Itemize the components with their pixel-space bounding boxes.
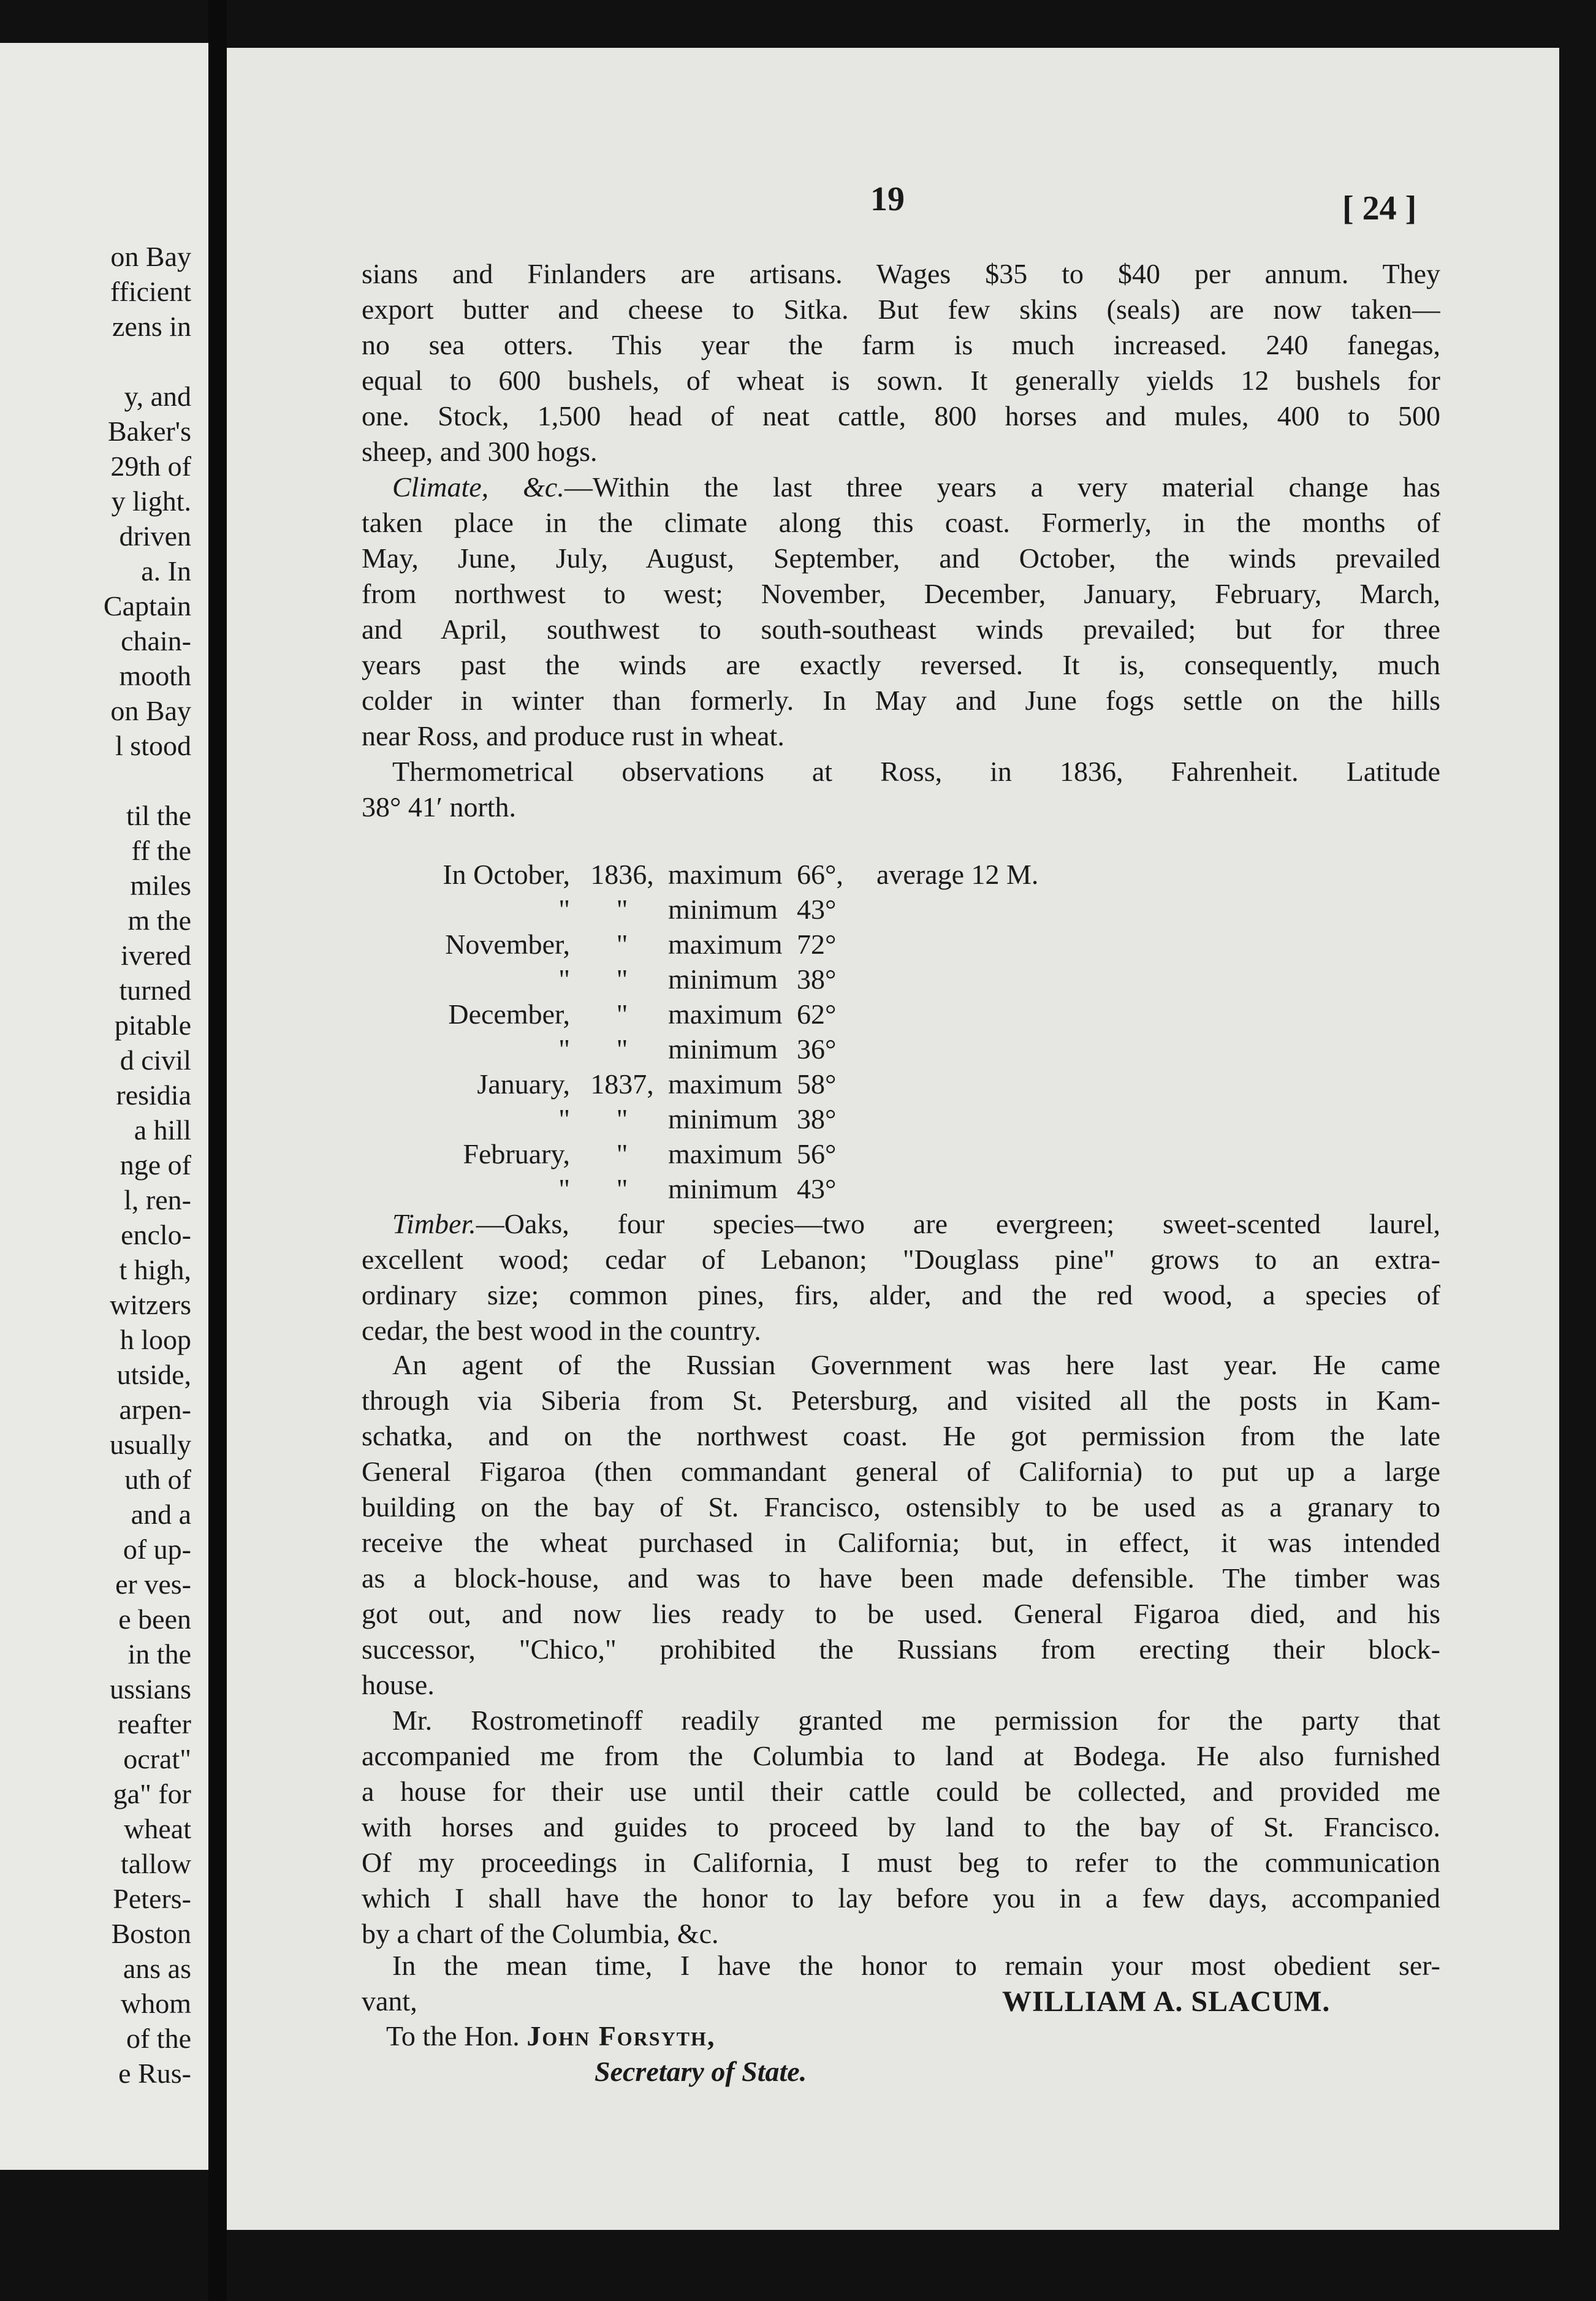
facing-page-line: ussians (110, 1673, 191, 1705)
facing-page-line: in the (127, 1638, 191, 1670)
paragraph-farm (362, 256, 1440, 470)
thermometer-year: 1836, (590, 859, 654, 890)
text-line: successor, "Chico," prohibited the Russians from erecting their block- (362, 1634, 1440, 1665)
thermometer-year: " (616, 964, 628, 995)
text-line: ordinary size; common pines, firs, alder, and the red wood, a species of (362, 1279, 1440, 1310)
text-line: An agent of the Russian Government was here last year. He came (392, 1349, 1440, 1380)
thermometer-kind: minimum (668, 1103, 778, 1135)
facing-page-line: fficient (110, 276, 191, 307)
thermometer-note (870, 1067, 1044, 1101)
facing-page-line: y light. (111, 485, 191, 517)
facing-page-line: er ves- (115, 1569, 191, 1600)
facing-page-line: e Rus- (118, 2058, 191, 2089)
text-line: Thermometrical observations at Ross, in 1836, Fahrenheit. Latitude (392, 756, 1440, 787)
text-line: receive the wheat purchased in California; but, in effect, it was intended (362, 1527, 1440, 1558)
thermometer-kind: maximum (668, 998, 783, 1030)
thermometer-kind: maximum (668, 929, 783, 960)
facing-page-line: ans as (123, 1953, 191, 1984)
text-line: sheep, and 300 hogs. (362, 436, 598, 467)
facing-page-line: and a (131, 1499, 191, 1530)
paragraph-russian-agent (362, 1347, 1440, 1703)
text-line: by a chart of the Columbia, &c. (362, 1918, 719, 1949)
facing-page-line: l stood (115, 730, 191, 761)
thermometer-kind: maximum (668, 1138, 783, 1170)
text-line: cedar, the best wood in the country. (362, 1315, 761, 1346)
page-reference: [ 24 ] (1342, 189, 1417, 227)
text-line: May, June, July, August, September, and October, the winds prevailed (362, 542, 1440, 574)
facing-page-line: l, ren- (124, 1184, 191, 1215)
facing-page-line: chain- (121, 625, 191, 656)
facing-page-line: 29th of (110, 451, 191, 482)
thermometer-month: " (558, 964, 570, 995)
thermometer-row (362, 892, 1044, 927)
text-line: house. (362, 1669, 435, 1700)
text-line: accompanied me from the Columbia to land at Bodega. He also furnished (362, 1740, 1440, 1771)
thermometer-table (362, 857, 1044, 1206)
paragraph-timber (362, 1206, 1440, 1348)
facing-page-line: usually (110, 1429, 191, 1460)
thermometer-kind: minimum (668, 1033, 778, 1065)
thermometer-year: " (616, 894, 628, 925)
thermometer-month: " (558, 1033, 570, 1065)
facing-page-line: miles (130, 870, 191, 901)
facing-page-line: zens in (112, 311, 191, 342)
thermometer-month: In October, (443, 859, 570, 890)
thermometer-kind: maximum (668, 1068, 783, 1100)
facing-page-line: on Bay (110, 695, 191, 726)
facing-page-line: residia (116, 1079, 191, 1111)
facing-page-line: Peters- (113, 1883, 191, 1914)
facing-page-line: witzers (110, 1289, 191, 1320)
facing-page-line: til the (126, 800, 191, 831)
text-line: In the mean time, I have the honor to remain your most obedient ser- (392, 1950, 1440, 1981)
thermometer-value: 58° (797, 1068, 837, 1100)
facing-page-line: ivered (121, 940, 191, 971)
facing-page-line: arpen- (119, 1394, 191, 1425)
thermometer-row (362, 997, 1044, 1032)
thermometer-value: 66°, (797, 859, 843, 890)
page-number: 19 (870, 180, 905, 218)
facing-page-line: wheat (124, 1813, 191, 1844)
facing-page-line: driven (119, 520, 191, 552)
thermometer-month: " (558, 1103, 570, 1135)
text-line: no sea otters. This year the farm is much increased. 240 fanegas, (362, 329, 1440, 360)
addressee-name: John Forsyth, (526, 2020, 716, 2052)
facing-page-line: pitable (114, 1010, 191, 1041)
thermometer-year: " (616, 998, 628, 1030)
thermometer-note (870, 927, 1044, 962)
text-line: schatka, and on the northwest coast. He got permission from the late (362, 1420, 1440, 1451)
facing-page-line: reafter (118, 1708, 191, 1740)
thermometer-note (870, 892, 1044, 927)
thermometer-value: 38° (797, 1103, 837, 1135)
facing-page-line: of up- (123, 1534, 191, 1565)
text-line: years past the winds are exactly reversed. It is, consequently, much (362, 649, 1440, 680)
thermometer-year: " (616, 1033, 628, 1065)
thermometer-month: " (558, 894, 570, 925)
facing-page-line: t high, (119, 1254, 191, 1285)
thermometer-value: 38° (797, 964, 837, 995)
facing-page-line: utside, (116, 1359, 191, 1390)
facing-page-line: ga" for (113, 1778, 191, 1809)
thermometer-note: average 12 M. (876, 859, 1039, 890)
signature: WILLIAM A. SLACUM. (1002, 1985, 1331, 2018)
thermometer-kind: minimum (668, 964, 778, 995)
text-line: near Ross, and produce rust in wheat. (362, 720, 785, 751)
climate-first-text: —Within the last three years a very material change has (564, 471, 1440, 503)
facing-page-line: whom (121, 1988, 191, 2019)
document-page (227, 48, 1559, 2230)
thermometer-year: " (616, 929, 628, 960)
text-line: which I shall have the honor to lay before you in a few days, accompanied (362, 1882, 1440, 1914)
facing-page-line: enclo- (121, 1219, 191, 1250)
thermometer-month: February, (463, 1138, 570, 1170)
text-line: sians and Finlanders are artisans. Wages $35 to $40 per annum. They (362, 258, 1440, 289)
text-line: through via Siberia from St. Petersburg, and visited all the posts in Kam- (362, 1385, 1440, 1416)
facing-page-line: uth of (124, 1464, 191, 1495)
facing-page-line: a hill (134, 1114, 191, 1146)
thermometer-kind: minimum (668, 1173, 778, 1204)
thermometer-note (870, 1136, 1044, 1171)
facing-page-line: of the (126, 2023, 191, 2054)
climate-heading: Climate, &c. (392, 471, 564, 503)
facing-page-line: e been (118, 1603, 191, 1635)
facing-page-line: on Bay (110, 241, 191, 272)
thermometer-value: 36° (797, 1033, 837, 1065)
thermometer-value: 43° (797, 1173, 837, 1204)
thermometer-row (362, 962, 1044, 997)
text-line: equal to 600 bushels, of wheat is sown. It generally yields 12 bushels for (362, 365, 1440, 396)
text-line: one. Stock, 1,500 head of neat cattle, 800 horses and mules, 400 to 500 (362, 400, 1440, 432)
book-gutter (208, 0, 227, 2301)
facing-page-fragment (0, 43, 208, 2170)
facing-page-line: d civil (120, 1044, 191, 1076)
facing-page-line: m the (127, 905, 191, 936)
facing-page-line: ff the (131, 835, 191, 866)
facing-page-line: mooth (119, 660, 191, 691)
thermometer-year: " (616, 1138, 628, 1170)
thermometer-row (362, 857, 1044, 892)
timber-heading: Timber. (392, 1208, 476, 1239)
addressee-title: Secretary of State. (595, 2056, 807, 2087)
timber-first-text: —Oaks, four species—two are evergreen; sweet-scented laurel, (476, 1208, 1440, 1239)
text-line: a house for their use until their cattle could be collected, and provided me (362, 1776, 1440, 1807)
thermometer-kind: maximum (668, 859, 783, 890)
paragraph-climate (362, 470, 1440, 754)
climate-first-line (362, 470, 1440, 505)
thermometer-value: 56° (797, 1138, 837, 1170)
paragraph-rostrometinoff (362, 1703, 1440, 1952)
thermometer-note (870, 997, 1044, 1032)
facing-page-line: Baker's (107, 416, 191, 447)
thermometer-value: 62° (797, 998, 837, 1030)
thermometer-value: 43° (797, 894, 837, 925)
text-line: vant, (362, 1985, 417, 2017)
timber-first-line (362, 1206, 1440, 1242)
facing-page-line: a. In (141, 555, 191, 587)
thermometer-row (362, 1171, 1044, 1206)
facing-page-line: tallow (121, 1848, 191, 1879)
thermometer-kind: minimum (668, 894, 778, 925)
thermometer-year: 1837, (590, 1068, 654, 1100)
text-line: from northwest to west; November, December, January, February, March, (362, 578, 1440, 609)
addressee (386, 2018, 715, 2054)
thermometer-row (362, 927, 1044, 962)
addressee-prefix: To the Hon. (386, 2020, 520, 2052)
text-line: and April, southwest to south-southeast winds prevailed; but for three (362, 614, 1440, 645)
thermometer-row (362, 1032, 1044, 1067)
thermometer-year: " (616, 1173, 628, 1204)
text-line: General Figaroa (then commandant general of California) to put up a large (362, 1456, 1440, 1487)
thermometer-note (870, 1032, 1044, 1067)
text-line: excellent wood; cedar of Lebanon; "Douglass pine" grows to an extra- (362, 1244, 1440, 1275)
text-line: taken place in the climate along this coast. Formerly, in the months of (362, 507, 1440, 538)
thermometer-note (870, 1101, 1044, 1136)
thermometer-month: January, (477, 1068, 570, 1100)
facing-page-line: Captain (103, 590, 191, 622)
thermometer-note (870, 1171, 1044, 1206)
thermometer-note (870, 962, 1044, 997)
text-line: with horses and guides to proceed by land to the bay of St. Francisco. (362, 1811, 1440, 1843)
thermometer-month: December, (448, 998, 570, 1030)
thermometer-month: " (558, 1173, 570, 1204)
text-line: got out, and now lies ready to be used. General Figaroa died, and his (362, 1598, 1440, 1629)
thermometer-value: 72° (797, 929, 837, 960)
thermometer-month: November, (445, 929, 570, 960)
paragraph-thermometer-intro (362, 754, 1440, 825)
facing-page-line: Boston (111, 1918, 191, 1949)
thermometer-year: " (616, 1103, 628, 1135)
thermometer-row (362, 1136, 1044, 1171)
facing-page-line: y, and (124, 381, 191, 412)
text-line: building on the bay of St. Francisco, ostensibly to be used as a granary to (362, 1491, 1440, 1523)
thermometer-row (362, 1067, 1044, 1101)
facing-page-line: turned (119, 975, 191, 1006)
facing-page-line: h loop (120, 1324, 191, 1355)
facing-page-line: ocrat" (123, 1743, 191, 1774)
text-line: Of my proceedings in California, I must beg to refer to the communication (362, 1847, 1440, 1878)
text-line: as a block-house, and was to have been made defensible. The timber was (362, 1562, 1440, 1594)
text-line: colder in winter than formerly. In May and June fogs settle on the hills (362, 685, 1440, 716)
thermometer-row (362, 1101, 1044, 1136)
text-line: 38° 41′ north. (362, 791, 517, 823)
text-line: Mr. Rostrometinoff readily granted me permission for the party that (392, 1705, 1440, 1736)
text-line: export butter and cheese to Sitka. But few skins (seals) are now taken— (362, 294, 1440, 325)
facing-page-line: nge of (120, 1149, 191, 1181)
